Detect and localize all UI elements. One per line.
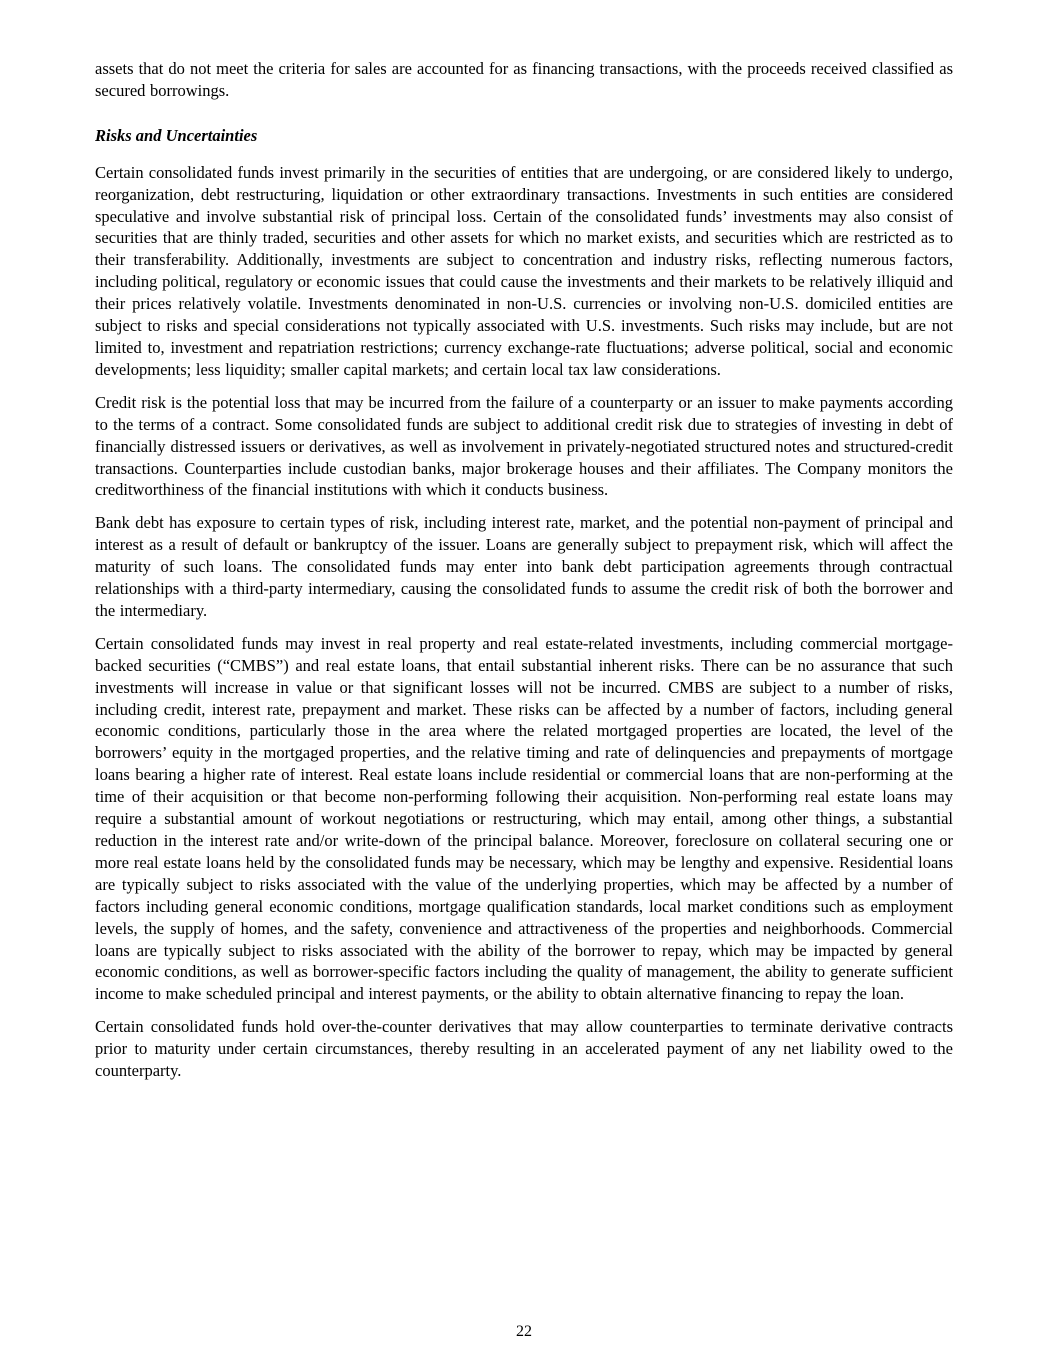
paragraph-otc-derivatives-risk: Certain consolidated funds hold over-the-counter derivatives that may allow counterparties to terminate derivative contracts prior to maturity under certain circumstances, thereby resulting in an accelerated payment of any net liability owed to the counterparty. <box>95 1017 953 1081</box>
section-heading-risks-and-uncertainties: Risks and Uncertainties <box>95 125 258 145</box>
paragraph-consolidated-funds-speculative-risks: Certain consolidated funds invest primarily in the securities of entities that are undergoing, or are considered likely to undergo, reorganization, debt restructuring, liquidation or other extraordinary transactions. Investments in such entities are considered speculative and involve substantial risk of principal loss. Certain of the consolidated funds’ investments may also consist of securities that are thinly traded, securities and other assets for which no market exists, and securities which are restricted as to their transferability. Additionally, investments are subject to concentration and industry risks, reflecting numerous factors, including political, regulatory or economic issues that could cause the investments and their markets to be relatively illiquid and their prices relatively volatile. Investments denominated in non-U.S. currencies or involving non-U.S. domiciled entities are subject to risks and special considerations not typically associated with U.S. investments. Such risks may include, but are not limited to, investment and repatriation restrictions; currency exchange-rate fluctuations; adverse political, social and economic developments; less liquidity; smaller capital markets; and certain local tax law considerations. <box>95 162 953 379</box>
paragraph-bank-debt-risk: Bank debt has exposure to certain types of risk, including interest rate, market, and the potential non-payment of principal and interest as a result of default or bankruptcy of the issuer. Loans are generally subject to prepayment risk, which will affect the maturity of such loans. The consolidated funds may enter into bank debt participation agreements through contractual relationships with a third-party intermediary, causing the consolidated funds to assume the credit risk of both the borrower and the intermediary. <box>95 513 953 620</box>
paragraph-real-estate-cmbs-risk: Certain consolidated funds may invest in real property and real estate-related investments, including commercial mortgage-backed securities (“CMBS”) and real estate loans, that entail substantial inherent risks. There can be no assurance that such investments will increase in value or that significant losses will not be incurred. CMBS are subject to a number of risks, including credit, interest rate, prepayment and market. These risks can be affected by a number of factors, including general economic conditions, particularly those in the area where the related mortgaged properties are located, the level of the borrowers’ equity in the mortgaged properties, and the relative timing and rate of delinquencies and prepayments of mortgage loans bearing a higher rate of interest. Real estate loans include residential or commercial loans that are non-performing at the time of their acquisition or that become non-performing following their acquisition. Non-performing real estate loans may require a substantial amount of workout negotiations or restructuring, which may entail, among other things, a substantial reduction in the interest rate and/or write-down of the principal balance. Moreover, foreclosure on collateral securing one or more real estate loans held by the consolidated funds may be necessary, which may be lengthy and expensive. Residential loans are typically subject to risks associated with the value of the underlying properties, which may be affected by a number of factors including general economic conditions, mortgage qualification standards, local market conditions such as employment levels, the supply of homes, and the safety, convenience and attractiveness of the properties and neighborhoods. Commercial loans are typically subject to risks associated with the ability of the borrower to repay, which may be impacted by general economic conditions, as well as borrower-specific factors including the quality of management, the ability to generate sufficient income to make scheduled principal and interest payments, or the ability to obtain alternative financing to repay the loan. <box>95 633 953 1004</box>
document-body <box>95 58 953 1093</box>
page-number: 22 <box>516 1323 532 1340</box>
paragraph-continuation-secured-borrowings: assets that do not meet the criteria for sales are accounted for as financing transactions, with the proceeds received classified as secured borrowings. <box>95 59 953 100</box>
paragraph-credit-risk: Credit risk is the potential loss that may be incurred from the failure of a counterparty or an issuer to make payments according to the terms of a contract. Some consolidated funds are subject to additional credit risk due to strategies of investing in debt of financially distressed issuers or derivatives, as well as involvement in privately-negotiated structured notes and structured-credit transactions. Counterparties include custodian banks, major brokerage houses and their affiliates. The Company monitors the creditworthiness of the financial institutions with which it conducts business. <box>95 392 953 500</box>
